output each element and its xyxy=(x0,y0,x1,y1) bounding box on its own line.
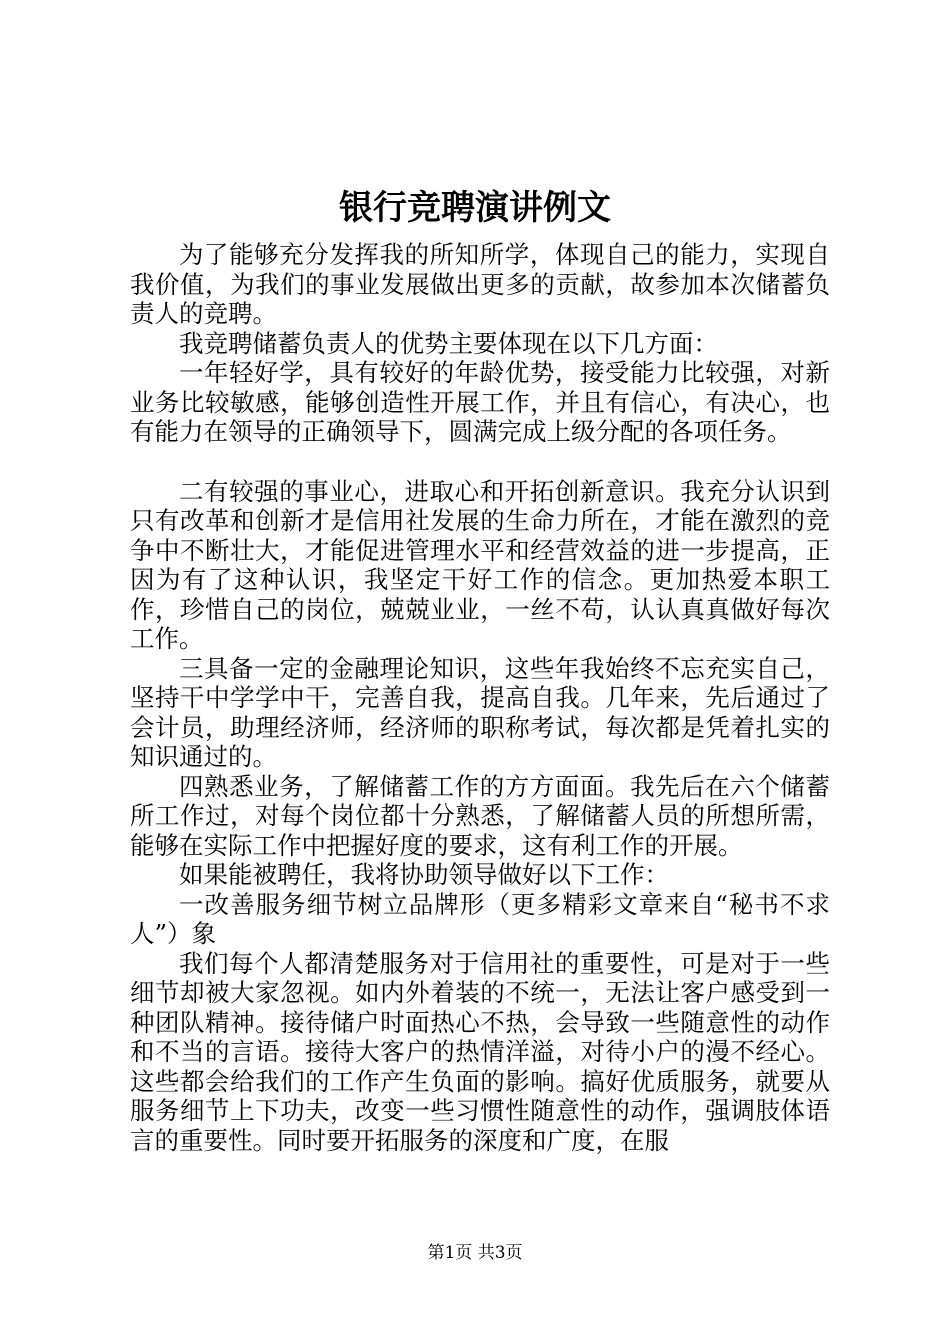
document-body xyxy=(130,240,830,1155)
paragraph-advantage-4: 四熟悉业务，了解储蓄工作的方方面面。我先后在六个储蓄所工作过，对每个岗位都十分熟悉，了解储蓄人员的所想所需，能够在实际工作中把握好度的要求，这有利工作的开展。 xyxy=(130,771,830,860)
paragraph-plan-1-heading: 一改善服务细节树立品牌形（更多精彩文章来自“秘书不求人”）象 xyxy=(130,889,830,948)
paragraph-advantages-heading: 我竞聘储蓄负责人的优势主要体现在以下几方面： xyxy=(179,328,718,358)
paragraph-intro: 为了能够充分发挥我的所知所学，体现自己的能力，实现自我价值，为我们的事业发展做出更多的贡献，故参加本次储蓄负责人的竞聘。 xyxy=(130,240,830,328)
page-number-footer: 第1页 共3页 xyxy=(427,1243,523,1263)
document-title: 银行竞聘演讲例文 xyxy=(339,188,611,228)
paragraph-plan-heading: 如果能被聘任，我将协助领导做好以下工作： xyxy=(179,860,669,889)
paragraph-advantage-2: 二有较强的事业心，进取心和开拓创新意识。我充分认识到只有改革和创新才是信用社发展的生命力所在，才能在激烈的竞争中不断壮大，才能促进管理水平和经营效益的进一步提高，正因为有了这种认识，我坚定干好工作的信念。更加热爱本职工作，珍惜自己的岗位，兢兢业业，一丝不苟，认认真真做好每次工作。 xyxy=(130,476,830,653)
paragraph-advantage-3: 三具备一定的金融理论知识，这些年我始终不忘充实自己，坚持干中学学中干，完善自我，提高自我。几年来，先后通过了会计员，助理经济师，经济师的职称考试，每次都是凭着扎实的知识通过的。 xyxy=(130,653,830,771)
paragraph-advantage-1: 一年轻好学，具有较好的年龄优势，接受能力比较强，对新业务比较敏感，能够创造性开展工作，并且有信心，有决心，也有能力在领导的正确领导下，圆满完成上级分配的各项任务。 xyxy=(130,358,830,446)
paragraph-plan-1-body: 我们每个人都清楚服务对于信用社的重要性，可是对于一些细节却被大家忽视。如内外着装的不统一，无法让客户感受到一种团队精神。接待储户时面热心不热，会导致一些随意性的动作和不当的言语。接待大客户的热情洋溢，对待小户的漫不经心。这些都会给我们的工作产生负面的影响。搞好优质服务，就要从服务细节上下功夫，改变一些习惯性随意性的动作，强调肢体语言的重要性。同时要开拓服务的深度和广度，在服 xyxy=(130,948,830,1155)
